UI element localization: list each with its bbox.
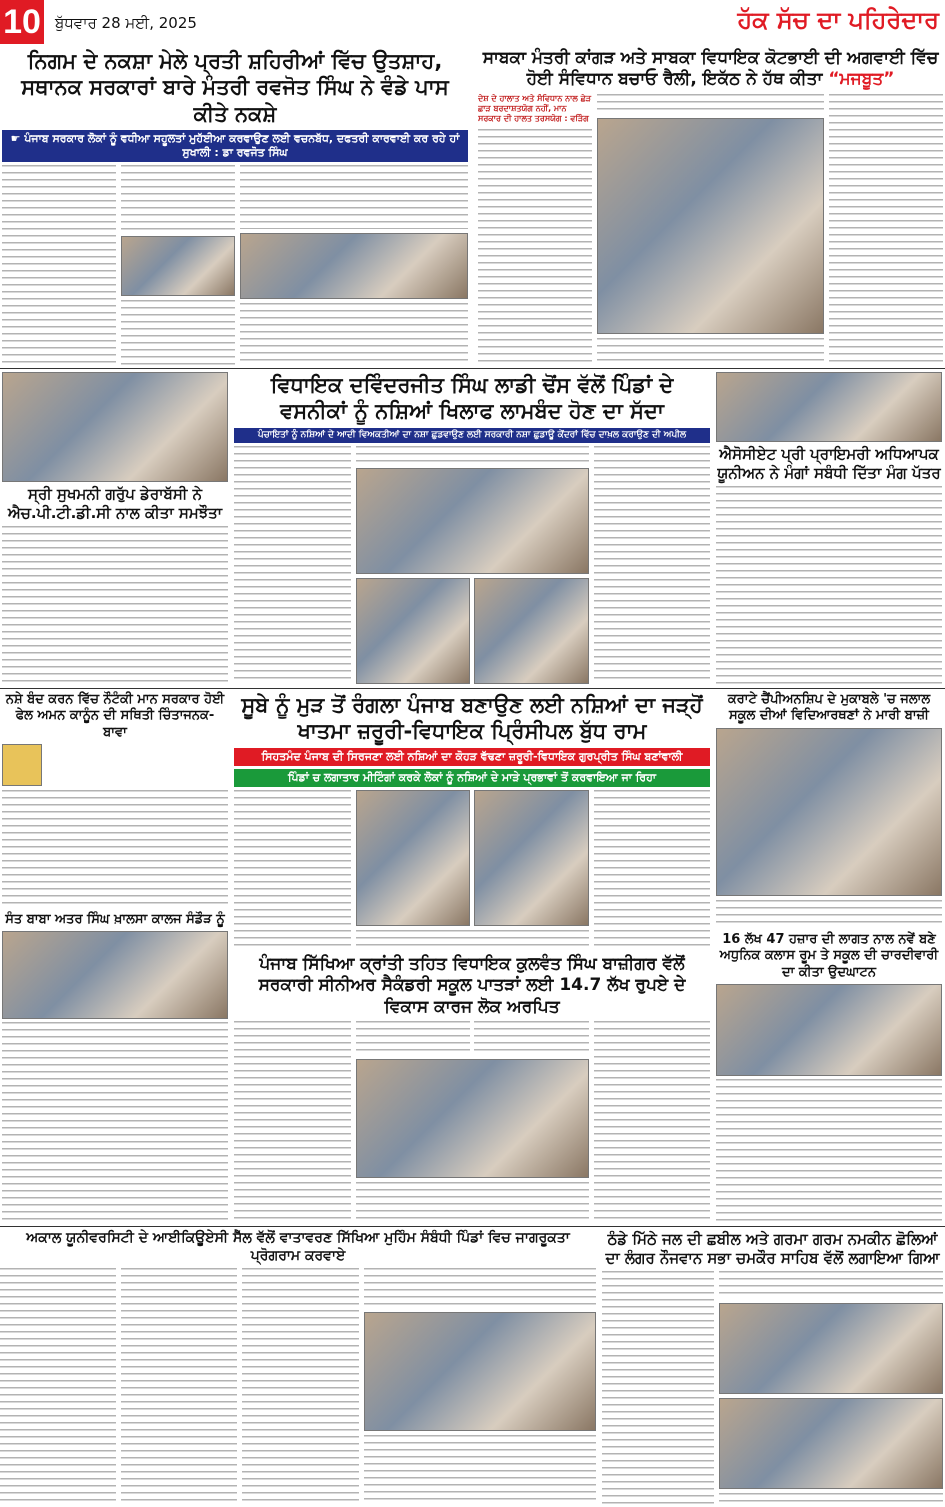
body-b3 — [597, 338, 825, 366]
body-m2 — [719, 1271, 943, 1299]
photo-m1 — [719, 1303, 943, 1394]
photo-m2 — [719, 1398, 943, 1489]
body-j1 — [234, 1021, 351, 1222]
headline-b-highlight: “ਮਜਬੂਤ” — [828, 69, 895, 90]
headline-m: ਠੰਡੇ ਮਿੱਠੇ ਜਲ ਦੀ ਛਬੀਲ ਅਤੇ ਗਰਮਾ ਗਰਮ ਨਮਕੀਨ ਛੋਲਿਆਂ ਦਾ ਲੰਗਰ ਨੌਜਵਾਨ ਸਭਾ ਚਮਕੌਰ ਸਾਹਿਬ ਵੱਲੋਂ ਲਗਾਇਆ ਗਿਆ — [602, 1230, 943, 1268]
story-k — [716, 932, 942, 1222]
photo-b — [597, 118, 825, 335]
photo-e — [716, 372, 942, 442]
headline-k: 16 ਲੱਖ 47 ਹਜ਼ਾਰ ਦੀ ਲਾਗਤ ਨਾਲ ਨਵੇਂ ਬਣੇ ਅਧੁਨਿਕ ਕਲਾਸ ਰੂਮ ਤੇ ਸਕੂਲ ਦੀ ਚਾਰਦੀਵਾਰੀ ਦਾ ਕੀਤਾ ਉਦਘਾਟਨ — [716, 932, 942, 981]
body-l3 — [242, 1268, 358, 1505]
body-j5 — [594, 1021, 711, 1222]
body-a2 — [121, 165, 235, 231]
body-c1 — [234, 446, 351, 684]
body-g1 — [234, 790, 351, 950]
story-b — [478, 48, 943, 366]
story-i — [2, 912, 228, 1222]
body-a4 — [240, 165, 468, 228]
headline-a: ਨਿਗਮ ਦੇ ਨਕਸ਼ਾ ਮੇਲੇ ਪ੍ਰਤੀ ਸ਼ਹਿਰੀਆਂ ਵਿੱਚ ਉਤਸ਼ਾਹ, ਸਥਾਨਕ ਸਰਕਾਰਾਂ ਬਾਰੇ ਮੰਤਰੀ ਰਵਜੋਤ ਸਿੰਘ ਨੇ ਵੰਡੇ ਪਾਸ ਕੀਤੇ ਨਕਸ਼ੇ — [2, 48, 468, 127]
body-b2 — [597, 94, 825, 114]
masthead-logo: ਹੱਕ ਸੱਚ ਦਾ ਪਹਿਰੇਦਾਰ — [737, 6, 939, 34]
divider — [0, 368, 945, 369]
body-a5 — [240, 303, 468, 366]
body-g2 — [356, 930, 589, 950]
body-j2 — [356, 1021, 471, 1055]
story-h — [716, 692, 942, 928]
subhead-a: ☛ ਪੰਜਾਬ ਸਰਕਾਰ ਲੋਕਾਂ ਨੂੰ ਵਧੀਆ ਸਹੂਲਤਾਂ ਮੁਹੱਈਆ ਕਰਵਾਉਣ ਲਈ ਵਚਨਬੱਧ, ਦਫਤਰੀ ਕਾਰਵਾਈ ਕਰ ਰਹੇ ਹਾਂ ਸੁਖਾਲੀ : ਡਾ ਰਵਜੋਤ ਸਿੰਘ — [2, 130, 468, 163]
body-e — [716, 486, 942, 685]
body-l4 — [364, 1268, 596, 1308]
photo-k — [716, 984, 942, 1076]
subhead-c: ਪੰਚਾਇਤਾਂ ਨੂੰ ਨਸ਼ਿਆਂ ਦੇ ਆਦੀ ਵਿਅਕਤੀਆਂ ਦਾ ਨਸ਼ਾ ਛੁਡਵਾਉਣ ਲਈ ਸਰਕਾਰੀ ਨਸ਼ਾ ਛੁਡਾਊ ਕੇਂਦਰਾਂ ਵਿੱਚ ਦਾਖ਼ਲ ਕਰਾਉਣ ਦੀ ਅਪੀਲ — [234, 428, 710, 444]
body-i — [2, 1022, 228, 1222]
body-m3 — [719, 1493, 943, 1505]
photo-f — [2, 744, 42, 786]
photo-g2 — [474, 790, 589, 926]
photo-l — [364, 1312, 596, 1431]
photo-a2 — [240, 233, 468, 299]
story-e — [716, 372, 942, 684]
headline-e: ਐਸੋਸੀਏਟ ਪ੍ਰੀ ਪ੍ਰਾਇਮਰੀ ਅਧਿਆਪਕ ਯੂਨੀਅਨ ਨੇ ਮੰਗਾਂ ਸਬੰਧੀ ਦਿੱਤਾ ਮੰਗ ਪੱਤਰ — [717, 445, 941, 482]
headline-b-text: ਸਾਬਕਾ ਮੰਤਰੀ ਕਾਂਗੜ ਅਤੇ ਸਾਬਕਾ ਵਿਧਾਇਕ ਕੋਟਭਾਈ ਦੀ ਅਗਵਾਈ ਵਿੱਚ ਹੋਈ ਸੰਵਿਧਾਨ ਬਚਾਓ ਰੈਲੀ, ਇਕੱਠ ਨੇ ਹੱਥ ਕੀਤਾ — [482, 48, 939, 90]
body-a — [2, 165, 116, 366]
headline-l: ਅਕਾਲ ਯੂਨੀਵਰਸਿਟੀ ਦੇ ਆਈਕਿਊਏਸੀ ਸੈੱਲ ਵੱਲੋਂ ਵਾਤਾਵਰਣ ਸਿੱਖਿਆ ਮੁਹਿੰਮ ਸੰਬੰਧੀ ਪਿੰਡਾਂ ਵਿਚ ਜਾਗਰੂਕਤਾ ਪ੍ਰੋਗਰਾਮ ਕਰਵਾਏ — [0, 1230, 596, 1265]
photo-g1 — [356, 790, 471, 926]
body-l2 — [121, 1268, 237, 1505]
story-d — [2, 372, 228, 684]
headline-i: ਸੰਤ ਬਾਬਾ ਅਤਰ ਸਿੰਘ ਖ਼ਾਲਸਾ ਕਾਲਜ ਸੰਡੌੜ ਨੂੰ — [2, 912, 228, 928]
body-l5 — [364, 1435, 596, 1505]
headline-d: ਸ੍ਰੀ ਸੁਖਮਨੀ ਗਰੁੱਪ ਡੇਰਾਬੱਸੀ ਨੇ ਐਚ.ਪੀ.ਟੀ.ਡੀ.ਸੀ ਨਾਲ ਕੀਤਾ ਸਮਝੌਤਾ — [2, 485, 228, 523]
photo-c1 — [356, 468, 589, 574]
story-j — [234, 954, 710, 1222]
body-a3 — [121, 300, 235, 366]
body-g3 — [594, 790, 711, 950]
photo-a1 — [121, 236, 235, 296]
photo-i — [2, 931, 228, 1019]
photo-c2 — [356, 578, 471, 684]
body-h — [716, 900, 942, 928]
body-k — [716, 1079, 942, 1222]
divider — [0, 688, 945, 689]
headline-h: ਕਰਾਟੇ ਚੈਂਪੀਅਨਸ਼ਿਪ ਦੇ ਮੁਕਾਬਲੇ 'ਚ ਜਲਾਲ ਸਕੂਲ ਦੀਆਂ ਵਿਦਿਆਰਥਣਾਂ ਨੇ ਮਾਰੀ ਬਾਜ਼ੀ — [716, 692, 942, 725]
body-j3 — [356, 1182, 589, 1222]
photo-c3 — [474, 578, 589, 684]
divider — [0, 1226, 945, 1227]
subhead-g-green: ਪਿੰਡਾਂ ਚ ਲਗਾਤਾਰ ਮੀਟਿੰਗਾਂ ਕਰਕੇ ਲੋਕਾਂ ਨੂੰ ਨਸ਼ਿਆਂ ਦੇ ਮਾੜੇ ਪ੍ਰਭਾਵਾਂ ਤੋਂ ਕਰਵਾਇਆ ਜਾ ਰਿਹਾ — [234, 769, 710, 787]
body-l1 — [0, 1268, 116, 1505]
body-j4 — [474, 1021, 589, 1055]
photo-d — [2, 372, 228, 482]
story-l — [0, 1230, 596, 1505]
headline-b — [478, 48, 943, 91]
story-g — [234, 692, 710, 950]
story-f — [2, 692, 228, 908]
body-b1 — [478, 129, 592, 366]
body-m1 — [602, 1271, 714, 1506]
body-c3 — [594, 446, 711, 684]
photo-h — [716, 728, 942, 897]
story-a-content — [2, 165, 468, 366]
story-a — [2, 48, 468, 366]
story-m — [602, 1230, 943, 1505]
headline-g: ਸੂਬੇ ਨੂੰ ਮੁੜ ਤੋਂ ਰੰਗਲਾ ਪੰਜਾਬ ਬਣਾਉਣ ਲਈ ਨਸ਼ਿਆਂ ਦਾ ਜੜ੍ਹੋਂ ਖਾਤਮਾ ਜ਼ਰੂਰੀ-ਵਿਧਾਇਕ ਪ੍ਰਿੰਸੀਪਲ ਬੁੱਧ ਰਾਮ — [234, 692, 710, 745]
story-b-content — [478, 94, 943, 367]
subhead-g-red: ਸਿਹਤਮੰਦ ਪੰਜਾਬ ਦੀ ਸਿਰਜਣਾ ਲਈ ਨਸ਼ਿਆਂ ਦਾ ਕੋਹੜ ਵੱਢਣਾ ਜ਼ਰੂਰੀ-ਵਿਧਾਇਕ ਗੁਰਪ੍ਰੀਤ ਸਿੰਘ ਬਣਾਂਵਾਲੀ — [234, 748, 710, 766]
body-b5 — [829, 94, 943, 367]
headline-f: ਨਸ਼ੇ ਬੰਦ ਕਰਨ ਵਿੱਚ ਨੌਟੰਕੀ ਮਾਨ ਸਰਕਾਰ ਹੋਈ ਫੇਲ ਅਮਨ ਕਾਨੂੰਨ ਦੀ ਸਥਿਤੀ ਚਿੰਤਾਜਨਕ- ਬਾਵਾ — [2, 692, 228, 741]
body-f — [2, 790, 228, 908]
subhead-b: ਦੇਸ਼ ਦੇ ਹਾਲਾਤ ਅਤੇ ਸੰਵਿਧਾਨ ਨਾਲ ਛੇੜ ਛਾੜ ਬਰਦਾਸ਼ਤਯੋਗ ਨਹੀਂ, ਮਾਨ ਸਰਕਾਰ ਦੀ ਹਾਲਤ ਤਰਸਯੋਗ : ਵੜਿੰਗ — [478, 93, 592, 124]
date: ਬੁੱਧਵਾਰ 28 ਮਈ, 2025 — [55, 14, 197, 32]
headline-c: ਵਿਧਾਇਕ ਦਵਿੰਦਰਜੀਤ ਸਿੰਘ ਲਾਡੀ ਢੋਂਸ ਵੱਲੋਂ ਪਿੰਡਾਂ ਦੇ ਵਸਨੀਕਾਂ ਨੂੰ ਨਸ਼ਿਆਂ ਖਿਲਾਫ ਲਾਮਬੰਦ ਹੋਣ ਦਾ ਸੱਦਾ — [234, 372, 710, 425]
body-c2 — [356, 446, 589, 464]
story-c — [234, 372, 710, 684]
headline-j: ਪੰਜਾਬ ਸਿੱਖਿਆ ਕ੍ਰਾਂਤੀ ਤਹਿਤ ਵਿਧਾਇਕ ਕੁਲਵੰਤ ਸਿੰਘ ਬਾਜ਼ੀਗਰ ਵੱਲੋਂ ਸਰਕਾਰੀ ਸੀਨੀਅਰ ਸੈਕੰਡਰੀ ਸਕੂਲ ਪਾਤੜਾਂ ਲਈ 14.7 ਲੱਖ ਰੁਪਏ ਦੇ ਵਿਕਾਸ ਕਾਰਜ ਲੋਕ ਅਰਪਿਤ — [234, 954, 710, 1018]
body-d — [2, 526, 228, 685]
page-number: 10 — [0, 0, 44, 44]
photo-j — [356, 1059, 589, 1178]
